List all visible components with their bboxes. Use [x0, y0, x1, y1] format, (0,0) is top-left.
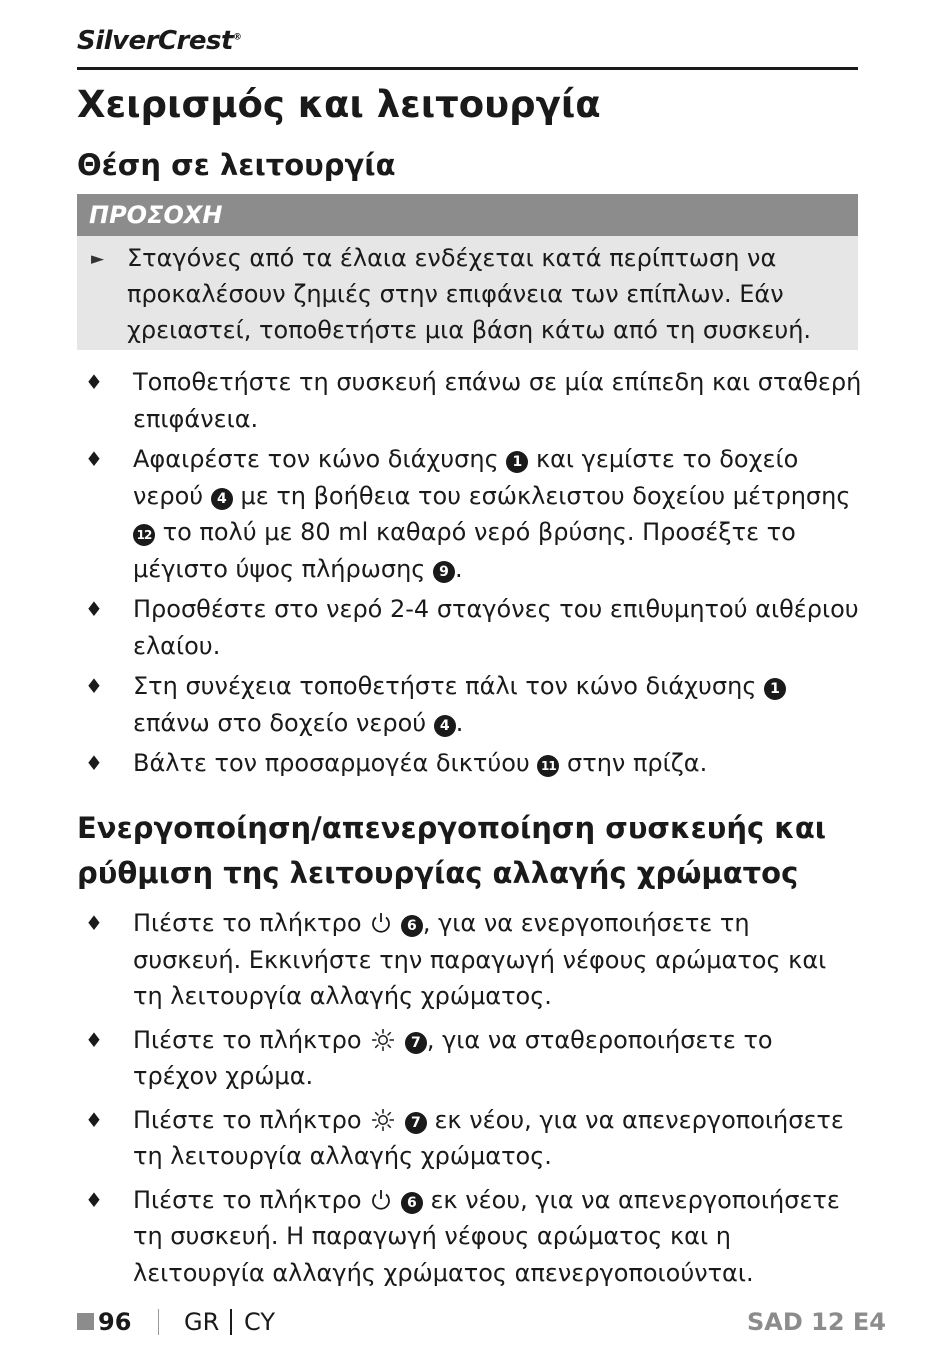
- footer-square-icon: [77, 1313, 94, 1330]
- warning-box: [77, 194, 858, 350]
- text-fragment: Πιέστε το πλήκτρο: [133, 1025, 370, 1054]
- text-fragment: Αφαιρέστε τον κώνο διάχυσης: [133, 445, 507, 473]
- text-fragment: [393, 1186, 401, 1214]
- brand-logo: [77, 26, 241, 56]
- list-item-text: [133, 591, 863, 664]
- text-fragment: .: [455, 708, 464, 737]
- text-fragment: επάνω στο δοχείο νερού: [133, 708, 434, 737]
- list-item: [77, 745, 877, 782]
- text-fragment: , για να σταθεροποιήσετε το τρέχον χρώμα.: [133, 1025, 773, 1090]
- section-title-setup: Θέση σε λειτουργία: [77, 148, 396, 182]
- part-number-badge: 7: [405, 1112, 427, 1134]
- list-item: [77, 1022, 877, 1095]
- list-item-text: [133, 364, 863, 437]
- list-item: [77, 1102, 877, 1175]
- header-rule: [77, 67, 858, 70]
- list-item: [77, 364, 877, 437]
- list-item: [77, 1182, 877, 1292]
- language-code-cy: CY: [244, 1308, 275, 1336]
- power-icon: [369, 911, 393, 935]
- part-number-badge: 1: [506, 451, 528, 473]
- diamond-bullet-icon: ♦: [85, 370, 103, 394]
- part-number-badge: 7: [405, 1032, 427, 1054]
- diamond-bullet-icon: ♦: [85, 911, 103, 935]
- diamond-bullet-icon: ♦: [85, 1027, 103, 1052]
- text-fragment: Τοποθετήστε τη συσκευή επάνω σε μία επίπεδη και σταθερή επιφάνεια.: [133, 368, 862, 433]
- text-fragment: το πολύ με 80 ml καθαρό νερό βρύσης. Προσέξτε το μέγιστο ύψος πλήρωσης: [133, 518, 796, 583]
- text-fragment: εκ νέου, για να απενεργοποιήσετε τη λειτουργία αλλαγής χρώματος.: [133, 1105, 844, 1170]
- part-number-badge: 9: [433, 561, 455, 583]
- list-item: [77, 905, 877, 1015]
- footer-divider: [158, 1309, 159, 1335]
- list-item: [77, 668, 877, 741]
- language-code-gr: GR: [184, 1308, 220, 1336]
- triangle-arrow-icon: ►: [91, 249, 105, 269]
- text-fragment: Στη συνέχεια τοποθετήστε πάλι τον κώνο διάχυσης: [133, 672, 765, 700]
- setup-steps-list: [77, 364, 877, 782]
- part-number-badge: 4: [211, 488, 233, 510]
- diamond-bullet-icon: ♦: [85, 674, 103, 698]
- text-fragment: [397, 1106, 405, 1134]
- text-fragment: Βάλτε τον προσαρμογέα δικτύου: [133, 749, 538, 777]
- diamond-bullet-icon: ♦: [85, 751, 103, 775]
- list-item-text: [133, 1182, 863, 1292]
- list-item-text: [133, 745, 863, 782]
- warning-text: Σταγόνες από τα έλαια ενδέχεται κατά περίπτωση να προκαλέσουν ζημιές στην επιφάνεια των επίπλων. Εάν χρειαστεί, τοποθετήστε μια βάση κάτω από τη συσκευή.: [127, 244, 812, 344]
- list-item-text: [133, 1102, 863, 1175]
- text-fragment: στην πρίζα.: [559, 749, 708, 777]
- text-fragment: και γεμίστε το δοχείο νερού: [133, 445, 799, 510]
- list-item: [77, 441, 877, 587]
- text-fragment: Πιέστε το πλήκτρο: [133, 1185, 370, 1214]
- part-number-badge: 1: [764, 678, 786, 700]
- light-icon: [369, 1028, 397, 1052]
- text-fragment: εκ νέου, για να απενεργοποιήσετε τη συσκευή. Η παραγωγή νέφους αρώματος και η λειτουργία αλλαγής χρώματος απενεργοποιούνται.: [133, 1185, 840, 1287]
- text-fragment: με τη βοήθεια του εσώκλειστου δοχείου μέτρησης: [232, 481, 851, 510]
- text-fragment: [397, 1026, 405, 1054]
- diamond-bullet-icon: ♦: [85, 1187, 103, 1212]
- part-number-badge: 4: [434, 715, 456, 737]
- diamond-bullet-icon: ♦: [85, 447, 103, 471]
- list-item-text: [133, 441, 863, 587]
- text-fragment: .: [455, 554, 463, 583]
- text-fragment: Προσθέστε στο νερό 2-4 σταγόνες του επιθυμητού αιθέριου ελαίου.: [133, 595, 859, 660]
- list-item-text: [133, 668, 863, 741]
- part-number-badge: 12: [133, 524, 155, 546]
- section-title-operation: Ενεργοποίηση/απενεργοποίηση συσκευής και ρύθμιση της λειτουργίας αλλαγής χρώματος: [77, 811, 827, 890]
- light-icon: [369, 1108, 397, 1132]
- registered-mark: ®: [232, 32, 242, 43]
- warning-label: ΠΡΟΣΟΧΗ: [77, 194, 858, 236]
- language-divider: [230, 1309, 232, 1335]
- list-item-text: [133, 905, 863, 1015]
- text-fragment: [393, 909, 401, 937]
- text-fragment: Πιέστε το πλήκτρο: [133, 1105, 370, 1134]
- list-item: [77, 591, 877, 664]
- part-number-badge: 6: [401, 1192, 423, 1214]
- list-item-text: [133, 1022, 863, 1095]
- diamond-bullet-icon: ♦: [85, 597, 103, 621]
- page-number: 96: [98, 1308, 132, 1336]
- part-number-badge: 11: [537, 755, 559, 777]
- part-number-badge: 6: [401, 915, 423, 937]
- text-fragment: Πιέστε το πλήκτρο: [133, 909, 370, 937]
- model-number: SAD 12 E4: [747, 1308, 886, 1336]
- page-title: Χειρισμός και λειτουργία: [77, 83, 601, 126]
- operation-steps-list: [77, 905, 877, 1291]
- brand-name: SilverCrest: [77, 26, 233, 56]
- power-icon: [369, 1188, 393, 1212]
- diamond-bullet-icon: ♦: [85, 1107, 103, 1132]
- text-fragment: , για να ενεργοποιήσετε τη συσκευή. Εκκινήστε την παραγωγή νέφους αρώματος και τη λειτουργία αλλαγής χρώματος.: [133, 909, 827, 1010]
- warning-body: [77, 236, 858, 350]
